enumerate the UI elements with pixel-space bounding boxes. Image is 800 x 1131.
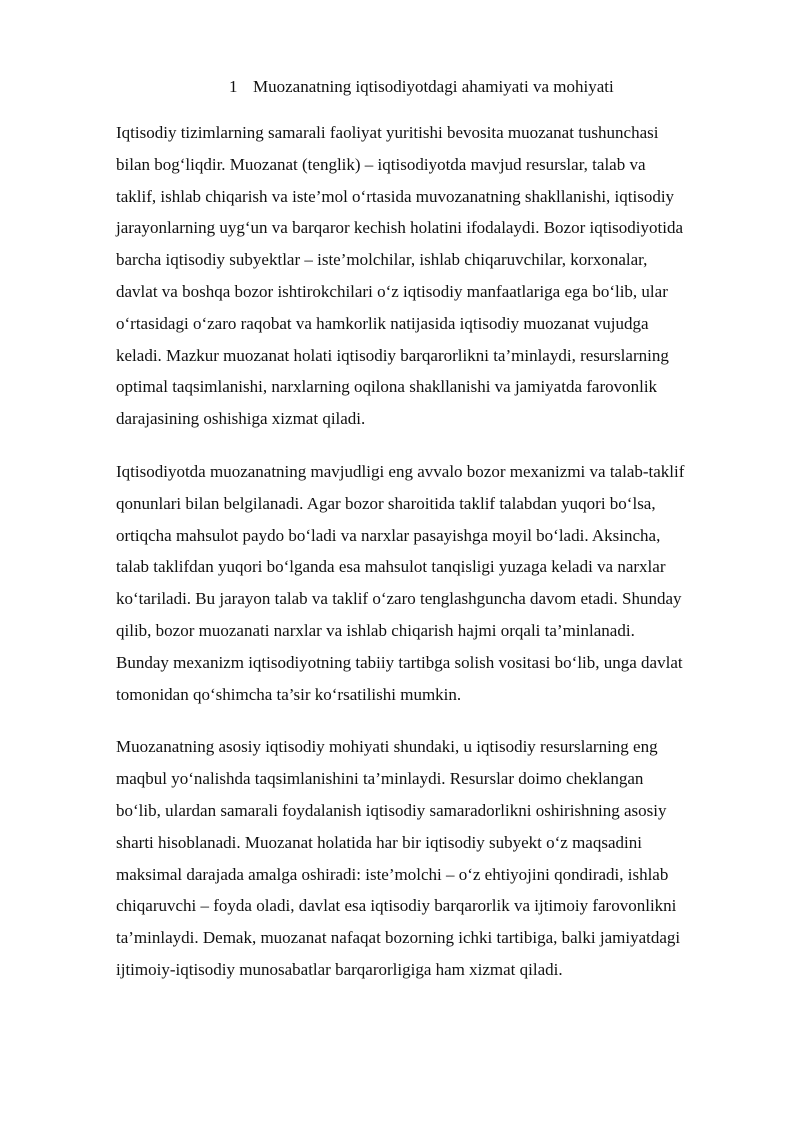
section-title: Muozanatning iqtisodiyotdagi ahamiyati va mohiyati	[253, 77, 614, 96]
section-number: 1	[229, 77, 238, 96]
body-text	[116, 117, 686, 1007]
paragraph-2: Iqtisodiyotda muozanatning mavjudligi eng avvalo bozor mexanizmi va talab-taklif qonunlari bilan belgilanadi. Agar bozor sharoitida taklif talabdan yuqori bo‘lsa, ortiqcha mahsulot paydo bo‘ladi va narxlar pasayishga moyil bo‘ladi. Aksincha, talab taklifdan yuqori bo‘lganda esa mahsulot tanqisligi yuzaga keladi va narxlar ko‘tariladi. Bu jarayon talab va taklif o‘zaro tenglashguncha davom etadi. Shunday qilib, bozor muozanati narxlar va ishlab chiqarish hajmi orqali ta’minlanadi. Bunday mexanizm iqtisodiyotning tabiiy tartibga solish vositasi bo‘lib, unga davlat tomonidan qo‘shimcha ta’sir ko‘rsatilishi mumkin.	[116, 461, 685, 704]
paragraph-1: Iqtisodiy tizimlarning samarali faoliyat yuritishi bevosita muozanat tushunchasi bilan bog‘liqdir. Muozanat (tenglik) – iqtisodiyotda mavjud resurslar, talab va taklif, ishlab chiqarish va iste’mol o‘rtasida muvozanatning shakllanishi, iqtisodiy jarayonlarning uyg‘un va barqaror kechish holatini ifodalaydi. Bozor iqtisodiyotida barcha iqtisodiy subyektlar – iste’molchilar, ishlab chiqaruvchilar, korxonalar, davlat va boshqa bozor ishtirokchilari o‘z iqtisodiy manfaatlariga ega bo‘lib, ular o‘rtasidagi o‘zaro raqobat va hamkorlik natijasida iqtisodiy muozanat vujudga keladi. Mazkur muozanat holati iqtisodiy barqarorlikni ta’minlaydi, resurslarning optimal taqsimlanishi, narxlarning oqilona shakllanishi va jamiyatda farovonlik darajasining oshishiga xizmat qiladi.	[116, 123, 683, 429]
paragraph-3: Muozanatning asosiy iqtisodiy mohiyati shundaki, u iqtisodiy resurslarning eng maqbul yo‘nalishda taqsimlanishini ta’minlaydi. Resurslar doimo cheklangan bo‘lib, ulardan samarali foydalanish iqtisodiy samaradorlikni oshirishning asosiy sharti hisoblanadi. Muozanat holatida har bir iqtisodiy subyekt o‘z maqsadini maksimal darajada amalga oshiradi: iste’molchi – o‘z ehtiyojini qondiradi, ishlab chiqaruvchi – foyda oladi, davlat esa iqtisodiy barqarorlik va ijtimoiy farovonlikni ta’minlaydi. Demak, muozanat nafaqat bozorning ichki tartibiga, balki jamiyatdagi ijtimoiy-iqtisodiy munosabatlar barqarorligiga ham xizmat qiladi.	[116, 737, 681, 979]
section-heading	[229, 76, 614, 98]
